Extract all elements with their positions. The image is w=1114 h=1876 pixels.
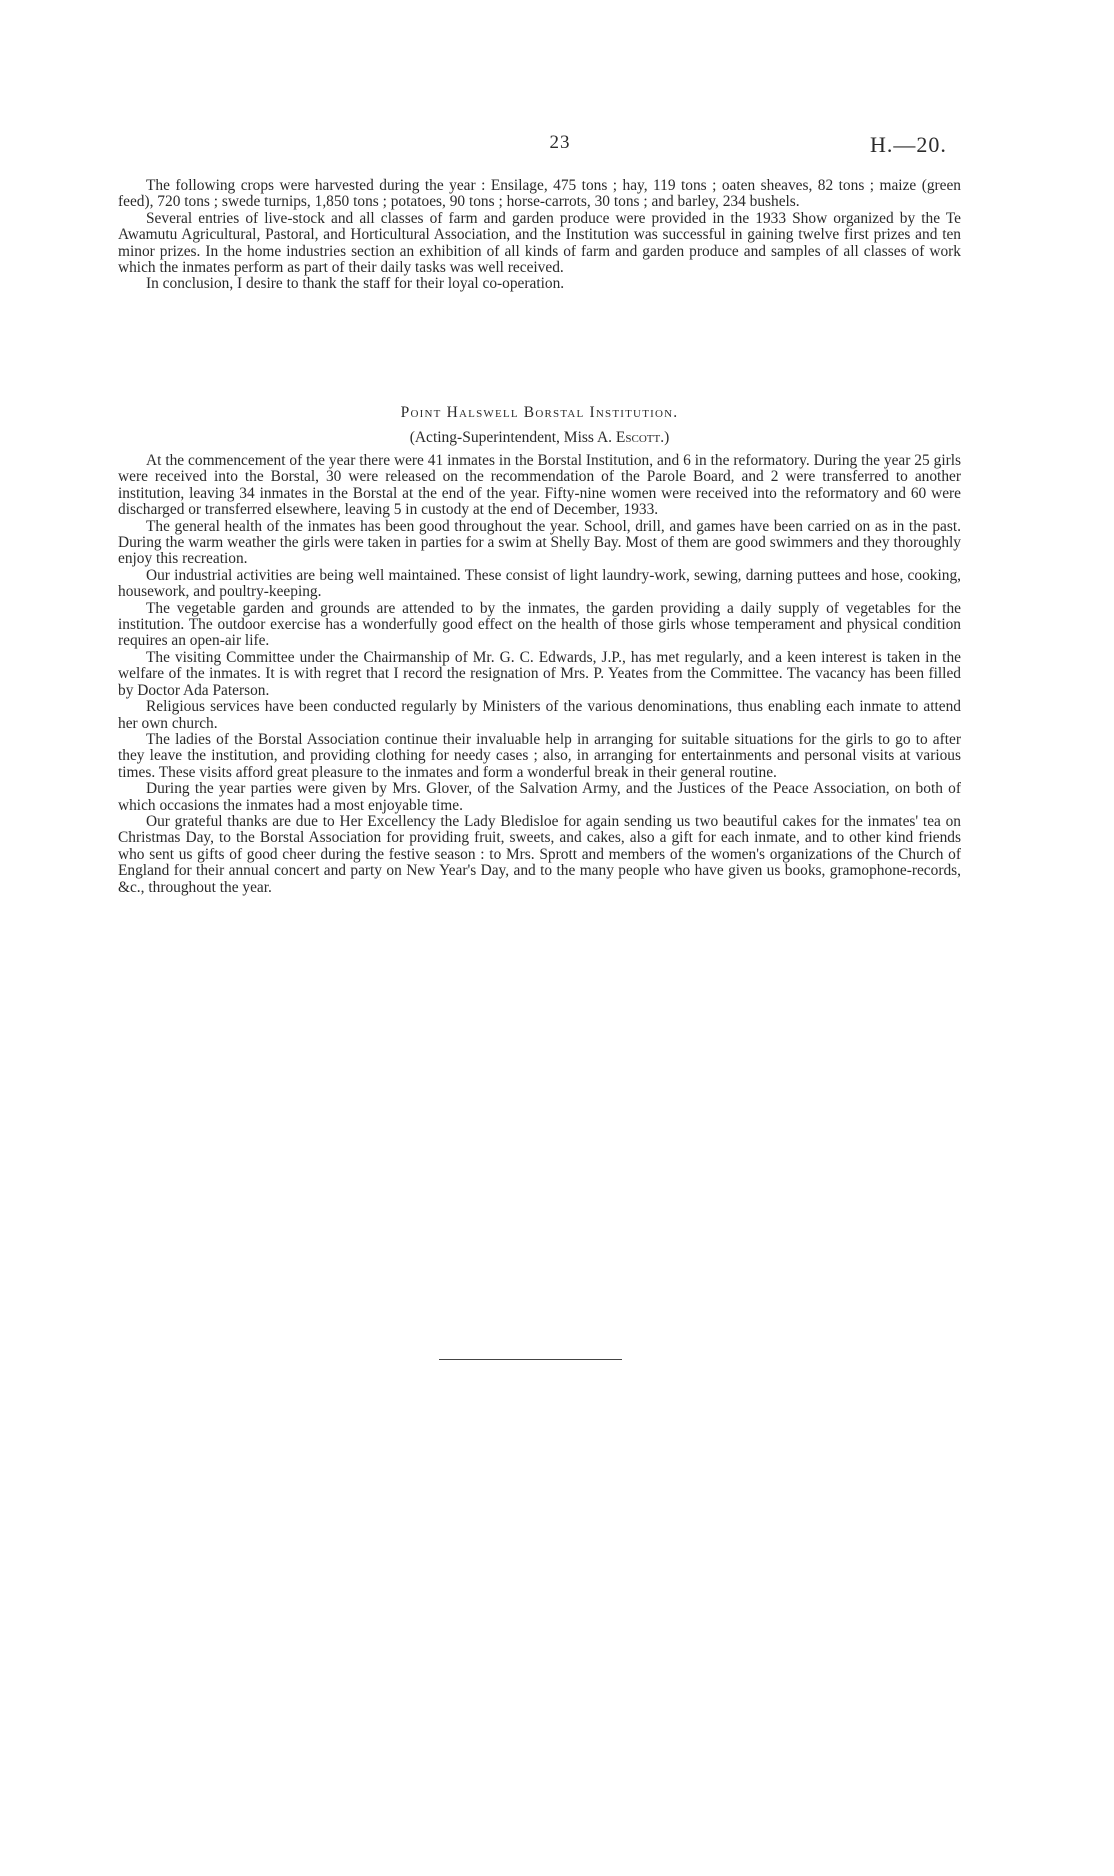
section-subtitle xyxy=(118,429,961,447)
borstal-report-section xyxy=(118,453,961,896)
section-title: Point Halswell Borstal Institution. xyxy=(400,404,679,421)
paragraph-conclusion: In conclusion, I desire to thank the staff for their loyal co-operation. xyxy=(146,275,565,293)
paragraph-garden: The vegetable garden and grounds are attended to by the inmates, the garden providing a daily supply of vegetables for the institution. The outdoor exercise has a wonderfully good effect on the health of those girls whose temperament and physical condition requires an open-air life. xyxy=(118,599,961,650)
paragraph-association: The ladies of the Borstal Association continue their invaluable help in arranging for suitable situations for the girls to go to after they leave the institution, and providing clothing for needy cases ; also, in arranging for entertainments and personal visits at various times. These visits afford great pleasure to the inmates and form a wonderful break in their general routine. xyxy=(118,730,961,781)
subtitle-prefix: (Acting-Superintendent, Miss A. xyxy=(409,429,616,446)
paragraph-parties: During the year parties were given by Mrs. Glover, of the Salvation Army, and the Justices of the Peace Association, on both of which occasions the inmates had a most enjoyable time. xyxy=(118,780,961,814)
paragraph-committee: The visiting Committee under the Chairmanship of Mr. G. C. Edwards, J.P., has met regularly, and a keen interest is taken in the welfare of the inmates. It is with regret that I record the resignation of Mrs. P. Yeates from the Committee. The vacancy has been filled by Doctor Ada Paterson. xyxy=(118,648,961,699)
paragraph-industrial: Our industrial activities are being well maintained. These consist of light laundry-work, sewing, darning puttees and hose, cooking, housework, and poultry-keeping. xyxy=(118,566,961,601)
subtitle-name: Escott xyxy=(615,429,661,446)
paragraph-inmate-numbers: At the commencement of the year there were 41 inmates in the Borstal Institution, and 6 in the reformatory. During the year 25 girls were received into the Borstal, 30 were released on the recommendation of the Parole Board, and 2 were transferred to another institution, leaving 34 inmates in the Borstal at the end of the year. Fifty-nine women were received into the reformatory and 60 were discharged or transferred elsewhere, leaving 5 in custody at the end of December, 1933. xyxy=(118,452,961,519)
page-reference: H.—20. xyxy=(870,132,947,157)
paragraph-crops: The following crops were harvested during the year : Ensilage, 475 tons ; hay, 119 tons ; oaten sheaves, 82 tons ; maize (green feed), 720 tons ; swede turnips, 1,850 tons ; potatoes, 90 tons ; horse-carrots, 30 tons ; and barley, 234 bushels. xyxy=(118,177,961,211)
paragraph-health: The general health of the inmates has been good throughout the year. School, drill, and games have been carried on as in the past. During the warm weather the girls were taken in parties for a swim at Shelly Bay. Most of them are good swimmers and they thoroughly enjoy this recreation. xyxy=(118,517,961,568)
page-number: 23 xyxy=(549,132,571,153)
subtitle-suffix: .) xyxy=(660,429,670,446)
end-rule xyxy=(439,1359,622,1360)
paragraph-show-entries: Several entries of live-stock and all classes of farm and garden produce were provided in the 1933 Show organized by the Te Awamutu Agricultural, Pastoral, and Horticultural Association, and the Institution was successful in gaining twelve first prizes and ten minor prizes. In the home industries section an exhibition of all kinds of farm and garden produce and samples of all classes of work which the inmates perform as part of their daily tasks was well received. xyxy=(118,209,961,277)
paragraph-thanks: Our grateful thanks are due to Her Excellency the Lady Bledisloe for again sending us two beautiful cakes for the inmates' tea on Christmas Day, to the Borstal Association for providing fruit, sweets, and cakes, also a gift for each inmate, and to other kind friends who sent us gifts of good cheer during the festive season : to Mrs. Sprott and members of the women's organizations of the Church of England for their annual concert and party on New Year's Day, and to the many people who have given us books, gramophone-records, &c., throughout the year. xyxy=(118,812,961,896)
paragraph-religious: Religious services have been conducted regularly by Ministers of the various denominations, thus enabling each inmate to attend her own church. xyxy=(118,698,961,732)
farm-report-section xyxy=(118,178,961,293)
